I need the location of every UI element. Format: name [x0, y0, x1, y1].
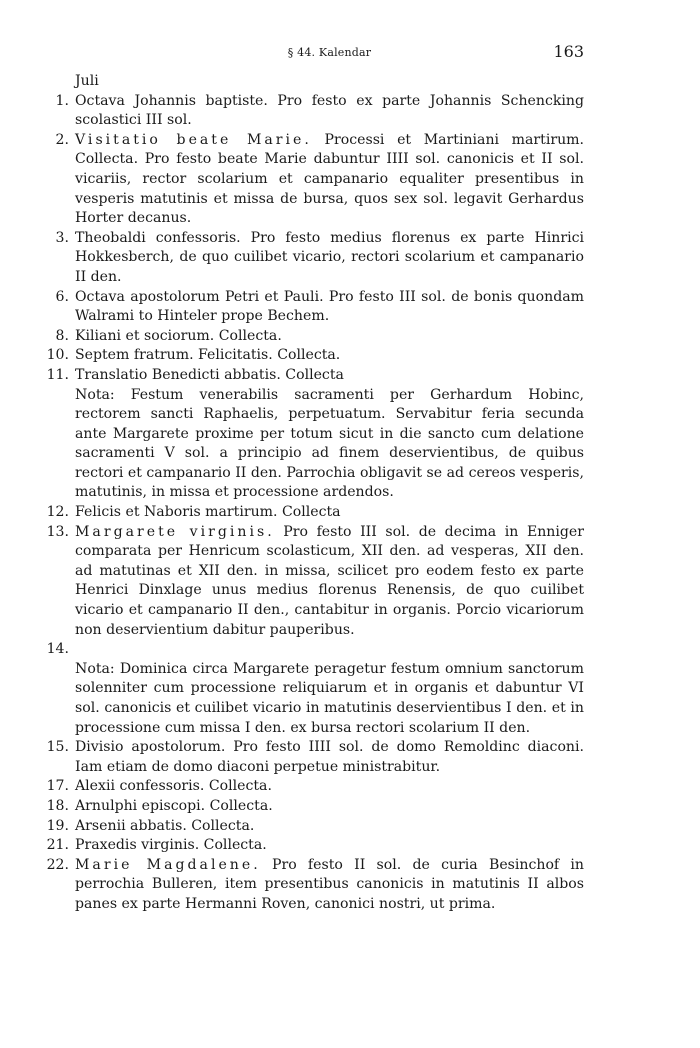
calendar-entry [55, 131, 585, 229]
calendar-entry [46, 817, 584, 837]
entry-number: 11. [46, 366, 69, 383]
entry-body: Pro festo II sol. de curia Besinchof in perrochia Bulleren, item presentibus canonicis in matutinis II albos panes ex parte Hermanni Roven, canonici nostri, ut prima. [75, 856, 584, 912]
entry-text [75, 92, 584, 131]
month-heading: Juli [75, 73, 99, 89]
page-number: 163 [553, 42, 584, 61]
calendar-entry [46, 797, 584, 817]
entry-number: 21. [46, 837, 69, 854]
entry-number: 1. [55, 92, 69, 109]
calendar-entry [55, 229, 584, 288]
entry-text [75, 327, 584, 347]
entry-number: 18. [46, 797, 69, 814]
entry-lead: Marie Magdalene. [75, 856, 261, 873]
entry-number: 17. [46, 778, 69, 795]
calendar-entry [46, 523, 584, 641]
entry-lead: Visitatio beate Marie. [75, 131, 312, 148]
entry-text [75, 817, 584, 837]
entry-body: Octava apostolorum Petri et Pauli. Pro festo III sol. de bonis quondam Walrami to Hinteler prope Bechem. [75, 288, 584, 325]
entry-text [75, 523, 584, 641]
entry-body: Octava Johannis baptiste. Pro festo ex parte Johannis Schencking scolastici III sol. [75, 92, 584, 129]
entry-body: Kiliani et sociorum. Collecta. [75, 327, 282, 344]
entry-body: Translatio Benedicti abbatis. Collecta [75, 366, 344, 383]
running-head: § 44. Kalendar [287, 46, 372, 59]
entry-body: Theobaldi confessoris. Pro festo medius florenus ex parte Hinrici Hokkesberch, de quo cuilibet vicario, rectori scolarium et campanario II den. [75, 229, 584, 285]
entry-text [75, 229, 584, 288]
calendar-entry [46, 346, 584, 366]
calendar-entry [55, 288, 584, 327]
calendar-entry [46, 836, 584, 856]
calendar-entry [46, 777, 584, 797]
entry-number: 14. [46, 641, 69, 658]
entry-body: Praxedis virginis. Collecta. [75, 837, 267, 854]
entry-note: Nota: Festum venerabilis sacramenti per Gerhardum Hobinc, rectorem sancti Raphaelis, perpetuatum. Servabitur feria secunda ante Margarete proxime per totum sicut in die sancto cum delatione sacramenti V sol. a principio ad finem deservientibus, de quibus rectori et campanario II den. Parrochia obligavit se ad cereos vesperis, matutinis, in missa et processione ardendos. [75, 386, 584, 501]
entry-text [75, 856, 584, 915]
entry-number: 8. [55, 327, 69, 344]
entry-body: Divisio apostolorum. Pro festo IIII sol. de domo Remoldinc diaconi. Iam etiam de domo diaconi perpetue ministrabitur. [75, 739, 584, 775]
entry-text [75, 288, 584, 327]
entry-text [75, 503, 584, 523]
entry-text [75, 836, 584, 856]
entry-note: Nota: Dominica circa Margarete peragetur festum omnium sanctorum solenniter cum processione reliquiarum et in organis et dabuntur VI sol. canonicis et cuilibet vicario in matutinis deservientibus I den. et in processione cum missa I den. ex bursa rectori scolarium II den. [75, 660, 584, 736]
calendar-entry [46, 503, 584, 523]
entry-text [75, 346, 584, 366]
calendar-entry [46, 856, 584, 915]
calendar-entry [46, 366, 584, 503]
entry-text [75, 738, 584, 777]
entry-number: 19. [46, 817, 69, 834]
entry-number: 6. [55, 288, 69, 305]
calendar-entry [55, 327, 584, 347]
entry-body: Processi et Martiniani martirum. Collecta. Pro festo beate Marie dabuntur IIII sol. canonicis et II sol. vicariis, rector scolarium et campanario equaliter presentibus in vesperis matutinis et missa de bursa, quos sex sol. legavit Gerhardus Horter decanus. [75, 131, 585, 227]
entry-body: Arsenii abbatis. Collecta. [75, 817, 255, 834]
entry-body: Pro festo III sol. de decima in Enniger comparata per Henricum scolasticum, XII den. ad vesperas, XII den. ad matutinas et XII den. in missa, scilicet pro eodem festo ex parte Henrici Dinxlage unus medius florenus Renensis, de quo cuilibet vicario et campanario II den., cantabitur in organis. Porcio vicariorum non deservientium dabitur pauperibus. [75, 523, 584, 638]
calendar-entry [46, 640, 584, 738]
entry-text [75, 366, 584, 386]
entry-number: 22. [46, 856, 69, 873]
entry-text [75, 777, 584, 797]
entry-number: 3. [55, 229, 69, 246]
entry-text [75, 131, 584, 229]
entry-number: 2. [55, 131, 69, 148]
entry-number: 15. [46, 739, 69, 756]
calendar-body [46, 72, 585, 915]
calendar-entry [55, 92, 584, 131]
calendar-entry [46, 738, 584, 777]
entry-number: 13. [46, 523, 69, 540]
entry-text [75, 797, 584, 817]
entry-body: Felicis et Naboris martirum. Collecta [75, 504, 341, 521]
entry-body: Arnulphi episcopi. Collecta. [75, 797, 273, 814]
page-header [75, 42, 584, 64]
entry-number: 12. [46, 504, 69, 521]
entry-body: Septem fratrum. Felicitatis. Collecta. [75, 347, 341, 364]
entry-number: 10. [46, 347, 69, 364]
entry-body: Alexii confessoris. Collecta. [75, 778, 272, 795]
entry-lead: Margarete virginis. [75, 523, 275, 540]
entry-text [75, 640, 584, 660]
